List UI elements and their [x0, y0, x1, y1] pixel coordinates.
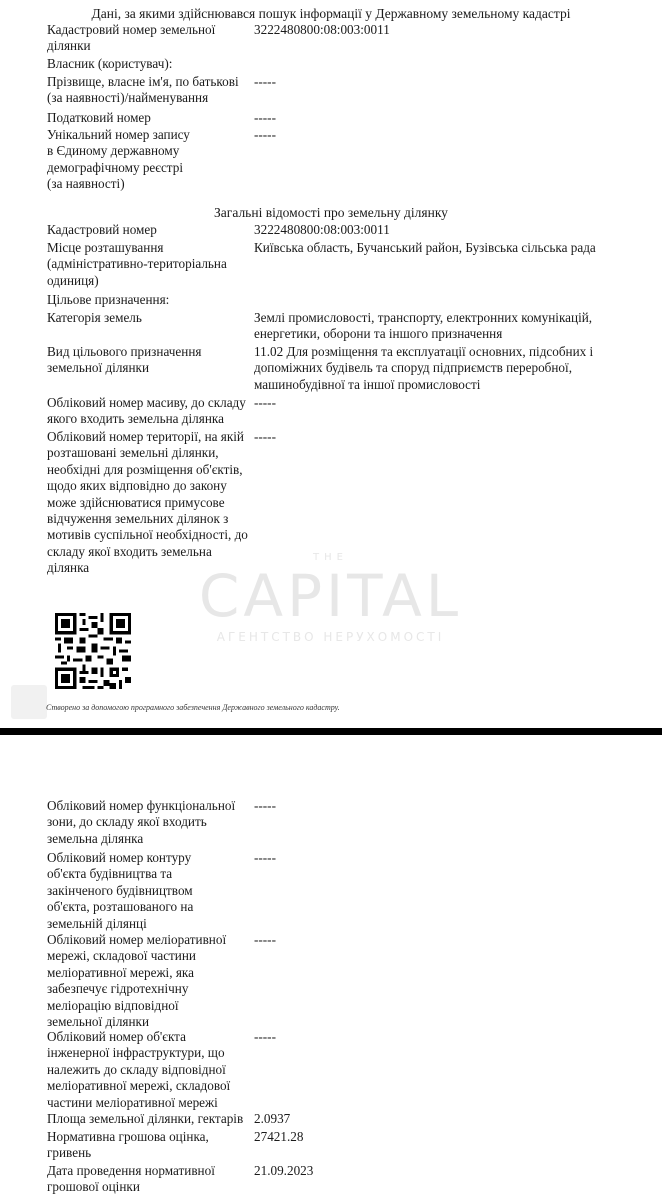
row-label: Площа земельної ділянки, гектарів [47, 1111, 244, 1126]
row-value: ----- [254, 1029, 276, 1044]
row-label: Категорія земель [47, 310, 142, 325]
general-info-title: Загальні відомості про земельну ділянку [214, 205, 448, 220]
row-label: Кадастровий номер [47, 222, 157, 237]
row-value: ----- [254, 395, 276, 410]
row-label: Дата проведення нормативної грошової оцінки [47, 1163, 215, 1195]
row-value: ----- [254, 932, 276, 947]
row-label: Обліковий номер контуру об'єкта будівництва та закінченого будівництвом об'єкта, розташованого на земельній ділянці [47, 850, 194, 931]
watermark-main: CAPITAL [198, 562, 463, 630]
row-value: ----- [254, 429, 276, 444]
document-page-2 [0, 735, 662, 1200]
row-label: Власник (користувач): [47, 56, 173, 71]
capital-watermark [168, 552, 493, 652]
row-value: 2.0937 [254, 1111, 291, 1126]
watermark-sub: АГЕНТСТВО НЕРУХОМОСТІ [216, 630, 445, 644]
qr-code-icon [55, 613, 131, 689]
row-value: 11.02 Для розміщення та експлуатації основних, підсобних і допоміжних будівель та споруд підприємств переробної, машинобудівної та іншої промисловості [254, 344, 594, 392]
row-value: ----- [254, 74, 276, 89]
row-value: ----- [254, 798, 276, 813]
row-label: Обліковий номер масиву, до складу якого входить земельна ділянка [47, 395, 246, 427]
scan-stamp-mark [11, 685, 47, 719]
row-label: Обліковий номер об'єкта інженерної інфраструктури, що належить до складу відповідної меліоративної мережі, складової частини меліоративної мережі [47, 1029, 231, 1110]
row-value: ----- [254, 127, 276, 142]
row-value: 3222480800:08:003:0011 [254, 222, 390, 237]
row-label: Прізвище, власне ім'я, по батькові (за наявності)/найменування [47, 74, 239, 106]
row-label: Вид цільового призначення земельної ділянки [47, 344, 202, 376]
row-value: 3222480800:08:003:0011 [254, 22, 390, 37]
row-value: 27421.28 [254, 1129, 304, 1144]
row-label: Податковий номер [47, 110, 151, 125]
watermark-the: THE [313, 552, 348, 563]
row-value: Київська область, Бучанський район, Бузівська сільська рада [254, 240, 596, 255]
row-label: Цільове призначення: [47, 292, 170, 307]
row-value: 21.09.2023 [254, 1163, 314, 1178]
row-label: Унікальний номер запису в Єдиному державному демографічному реєстрі (за наявності) [47, 127, 190, 192]
row-value: ----- [254, 110, 276, 125]
row-value: Землі промисловості, транспорту, електронних комунікацій, енергетики, оборони та іншого призначення [254, 310, 593, 342]
row-label: Місце розташування (адміністративно-територіальна одиниця) [47, 240, 227, 288]
search-data-title: Дані, за якими здійснювався пошук інформації у Державному земельному кадастрі [91, 6, 571, 21]
row-value: ----- [254, 850, 276, 865]
row-label: Нормативна грошова оцінка, гривень [47, 1129, 209, 1161]
row-label: Обліковий номер функціональної зони, до складу якої входить земельна ділянка [47, 798, 236, 846]
page-divider [0, 728, 662, 735]
row-label: Обліковий номер меліоративної мережі, складової частини меліоративної мережі, яка забезпечує гідротехнічну меліорацію відповідної земельної ділянки [47, 932, 227, 1030]
row-label: Кадастровий номер земельної ділянки [47, 22, 216, 54]
row-label: Обліковий номер території, на якій розташовані земельні ділянки, необхідні для розміщення об'єктів, щодо яких відповідно до закону може здійснюватися примусове відчуження земельних ділянок з мотивів суспільної необхідності, до складу якої входить земельна ділянка [47, 429, 248, 576]
footer-note: Створено за допомогою програмного забезпечення Державного земельного кадастру. [46, 703, 340, 712]
